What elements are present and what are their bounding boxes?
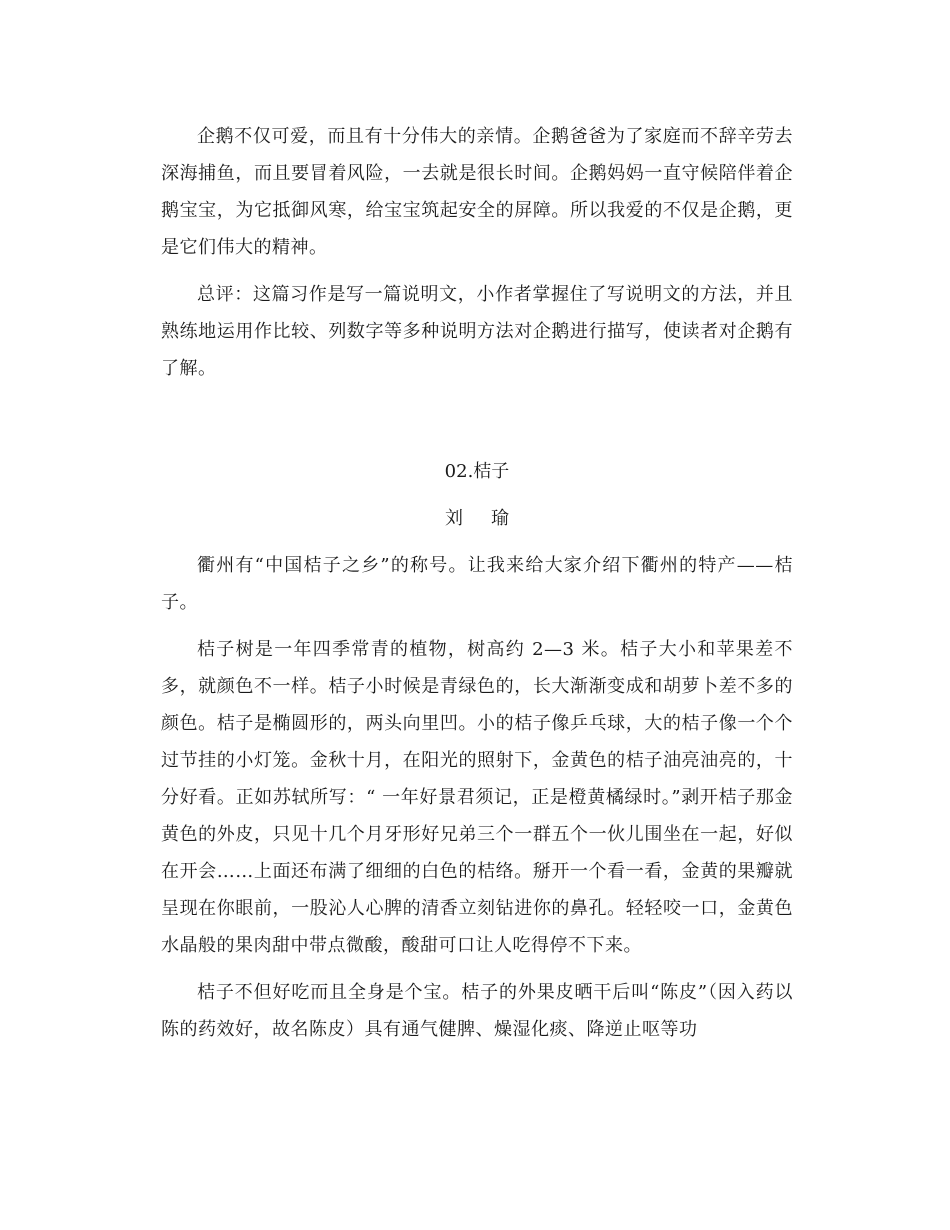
author-name: 刘瑜 (445, 508, 537, 529)
paragraph-intro: 衢州有“中国桔子之乡”的称号。让我来给大家介绍下衢州的特产——桔子。 (161, 555, 793, 613)
paragraph-orange-value: 桔子不但好吃而且全身是个宝。桔子的外果皮晒干后叫“陈皮”（因入药以陈的药效好，故名陈皮）具有通气健脾、燥湿化痰、降逆止呕等功 (161, 982, 793, 1040)
paragraph-penguin-family: 企鹅不仅可爱，而且有十分伟大的亲情。企鹅爸爸为了家庭而不辞辛劳去深海捕鱼，而且要冒着风险，一去就是很长时间。企鹅妈妈一直守候陪伴着企鹅宝宝，为它抵御风寒，给宝宝筑起安全的屏障。所以我爱的不仅是企鹅，更是它们伟大的精神。 (161, 126, 793, 258)
document-page (161, 118, 793, 1048)
section-title: 02.桔子 (444, 461, 510, 482)
paragraph-orange-description: 桔子树是一年四季常青的植物，树高约 2—3 米。桔子大小和苹果差不多，就颜色不一样。桔子小时候是青绿色的，长大渐渐变成和胡萝卜差不多的颜色。桔子是椭圆形的，两头向里凹。小的桔子像乒乓球，大的桔子像一个个过节挂的小灯笼。金秋十月，在阳光的照射下，金黄色的桔子油亮油亮的，十分好看。正如苏轼所写：“ 一年好景君须记，正是橙黄橘绿时。”剥开桔子那金黄色的外皮，只见十几个月牙形好兄弟三个一群五个一伙儿围坐在一起，好似在开会……上面还布满了细细的白色的桔络。掰开一个看一看，金黄的果瓣就呈现在你眼前，一股沁人心脾的清香立刻钻进你的鼻孔。轻轻咬一口，金黄色水晶般的果肉甜中带点微酸，酸甜可口让人吃得停不下来。 (161, 639, 793, 956)
paragraph-review: 总评：这篇习作是写一篇说明文，小作者掌握住了写说明文的方法，并且熟练地运用作比较、列数字等多种说明方法对企鹅进行描写，使读者对企鹅有了解。 (161, 284, 793, 379)
